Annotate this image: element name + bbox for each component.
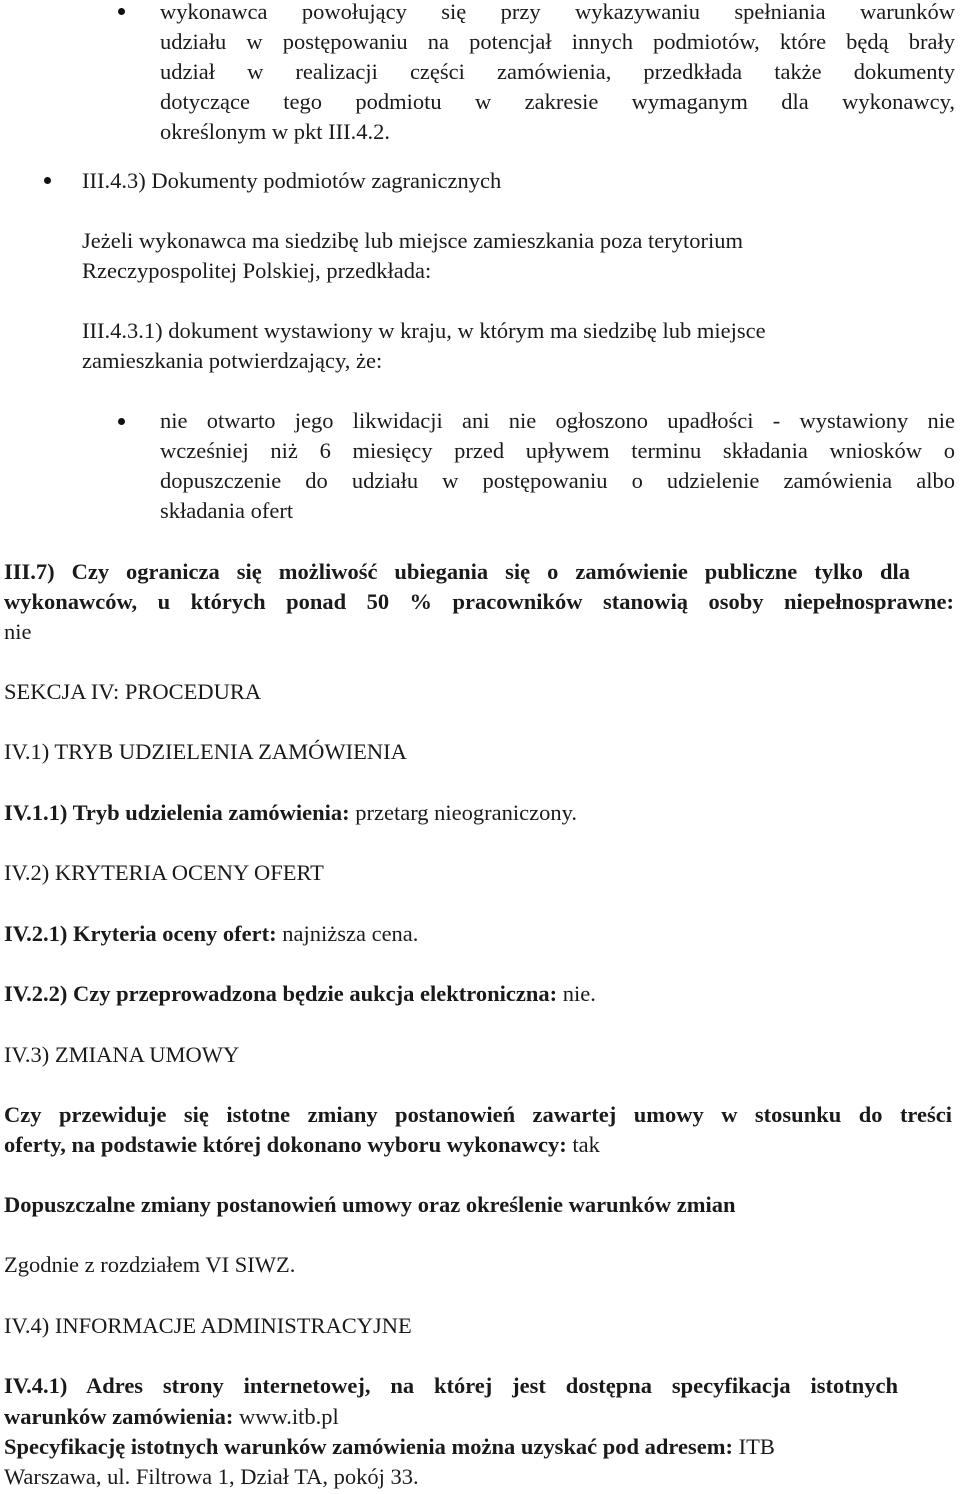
section-title: SEKCJA IV: PROCEDURA [4,679,262,704]
question-line: III.7) Czy ogranicza się możliwość ubiegania się o zamówienie publiczne tylko dla [4,559,910,584]
paragraph-line: zamieszkania potwierdzający, że: [82,348,383,373]
section-heading: IV.1) TRYB UDZIELENIA ZAMÓWIENIA [4,739,407,764]
section-heading: IV.4) INFORMACJE ADMINISTRACYJNE [4,1313,412,1338]
field-value: tak [566,1132,600,1157]
website-url: www.itb.pl [233,1404,339,1429]
paragraph-line: udział w realizacji części zamówienia, przedkłada także dokumenty [160,59,955,84]
field-value: nie. [557,981,596,1006]
field-label: IV.2.1) Kryteria oceny ofert: [4,921,277,946]
question-line: IV.4.1) Adres strony internetowej, na której jest dostępna specyfikacja istotnych [4,1373,898,1398]
bullet-marker [44,177,51,184]
section-heading: III.4.3) Dokumenty podmiotów zagranicznych [82,168,502,193]
paragraph-line: udziału w postępowaniu na potencjał innych podmiotów, które będą brały [160,29,955,54]
question-line: wykonawców, u których ponad 50 % pracowników stanowią osoby niepełnosprawne: [4,589,954,614]
field-row [4,979,596,1009]
field-row [4,1130,600,1160]
field-label: IV.1.1) Tryb udzielenia zamówienia: [4,800,350,825]
field-value: najniższa cena. [276,921,419,946]
answer-value: nie [4,619,32,644]
paragraph-line: dotyczące tego podmiotu w zakresie wymaganym dla wykonawcy, [160,89,955,114]
field-row [4,798,577,828]
paragraph-line: wcześniej niż 6 miesięcy przed upływem terminu składania wniosków o [160,438,955,463]
paragraph-line: Jeżeli wykonawca ma siedzibę lub miejsce zamieszkania poza terytorium [82,228,743,253]
field-label: Specyfikację istotnych warunków zamówienia można uzyskać pod adresem: [4,1434,733,1459]
paragraph-line: Rzeczypospolitej Polskiej, przedkłada: [82,258,432,283]
field-row [4,919,418,949]
field-value: Warszawa, ul. Filtrowa 1, Dział TA, pokój 33. [4,1464,419,1489]
bullet-marker [118,8,125,15]
section-heading: IV.3) ZMIANA UMOWY [4,1042,240,1067]
field-label: IV.2.2) Czy przeprowadzona będzie aukcja elektroniczna: [4,981,558,1006]
field-row [4,1402,339,1432]
field-label: oferty, na podstawie której dokonano wyboru wykonawcy: [4,1132,567,1157]
question-line: Czy przewiduje się istotne zmiany postanowień zawartej umowy w stosunku do treści [4,1102,952,1127]
bullet-marker [118,418,125,425]
section-heading: IV.2) KRYTERIA OCENY OFERT [4,860,324,885]
paragraph-line: składania ofert [160,498,294,523]
field-value: przetarg nieograniczony. [349,800,578,825]
field-value: ITB [732,1434,775,1459]
paragraph-line: wykonawca powołujący się przy wykazywaniu spełniania warunków [160,0,955,24]
paragraph-line: określonym w pkt III.4.2. [160,119,390,144]
field-label: Dopuszczalne zmiany postanowień umowy oraz określenie warunków zmian [4,1192,736,1217]
field-label: warunków zamówienia: [4,1404,234,1429]
field-row [4,1432,775,1462]
field-value: Zgodnie z rozdziałem VI SIWZ. [4,1252,296,1277]
paragraph-line: dopuszczenie do udziału w postępowaniu o udzielenie zamówienia albo [160,468,955,493]
paragraph-line: III.4.3.1) dokument wystawiony w kraju, w którym ma siedzibę lub miejsce [82,318,766,343]
paragraph-line: nie otwarto jego likwidacji ani nie ogłoszono upadłości - wystawiony nie [160,408,955,433]
